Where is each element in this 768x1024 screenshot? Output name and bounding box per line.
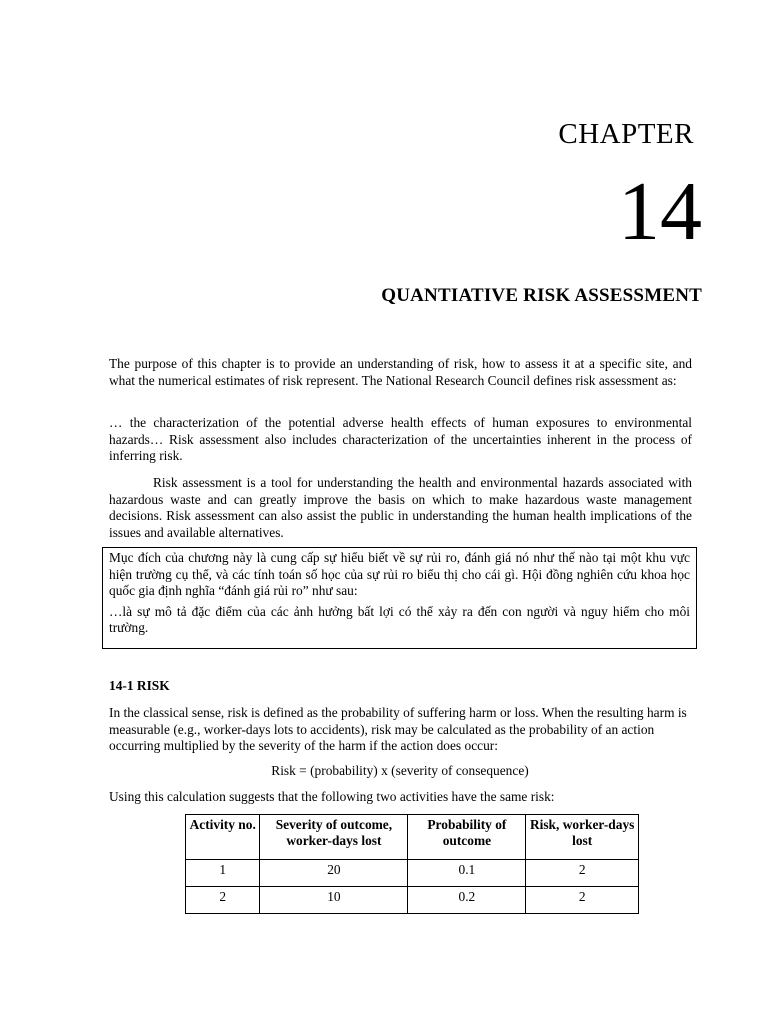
cell-activity-no: 1 xyxy=(186,860,260,887)
cell-severity: 10 xyxy=(260,887,408,914)
table-intro-paragraph: Using this calculation suggests that the following two activities have the same risk: xyxy=(109,789,555,804)
translation-box xyxy=(102,547,697,649)
table-header-row xyxy=(186,815,639,860)
activity-risk-table xyxy=(185,814,639,914)
section-heading: 14-1 RISK xyxy=(109,678,170,693)
header-activity-no: Activity no. xyxy=(186,815,260,860)
cell-risk: 2 xyxy=(526,887,639,914)
risk-definition-paragraph: In the classical sense, risk is defined as the probability of suffering harm or loss. When the resulting harm is measurable (e.g., worker-days lots to accidents), risk may be calculated as the probability of an action occurring multiplied by the severity of the harm if the action does occur: xyxy=(109,705,687,753)
header-severity: Severity of outcome, worker-days lost xyxy=(260,815,408,860)
intro-paragraph: The purpose of this chapter is to provide an understanding of risk, how to assess it at a specific site, and what the numerical estimates of risk represent. The National Research Council defines risk assessment as: xyxy=(109,356,692,388)
header-probability: Probability of outcome xyxy=(408,815,526,860)
chapter-label: CHAPTER xyxy=(558,118,694,150)
cell-activity-no: 2 xyxy=(186,887,260,914)
chapter-number: 14 xyxy=(618,165,702,258)
cell-probability: 0.2 xyxy=(408,887,526,914)
chapter-title: QUANTIATIVE RISK ASSESSMENT xyxy=(381,285,702,306)
cell-risk: 2 xyxy=(526,860,639,887)
table-row xyxy=(186,860,639,887)
intro-paragraph-2: Risk assessment is a tool for understanding the health and environmental hazards associated with hazardous waste and can greatly improve the basis on which to make hazardous waste management decisions. Risk assessment can also assist the public in understanding the human health implications of the issues and available alternatives. xyxy=(109,475,692,540)
nrc-definition-quote: … the characterization of the potential adverse health effects of human exposures to environmental hazards… Risk assessment also includes characterization of the uncertainties inherent in the process of inferring risk. xyxy=(109,415,692,463)
cell-probability: 0.1 xyxy=(408,860,526,887)
risk-formula: Risk = (probability) x (severity of consequence) xyxy=(271,763,529,778)
table-row xyxy=(186,887,639,914)
header-risk: Risk, worker-days lost xyxy=(526,815,639,860)
translation-quote: …là sự mô tả đặc điểm của các ảnh hưởng bất lợi có thể xảy ra đến con người và nguy hiểm cho môi trường. xyxy=(109,603,690,635)
translation-paragraph: Mục đích của chương này là cung cấp sự hiểu biết về sự rủi ro, đánh giá nó như thế nào tại một khu vực hiện trường cụ thể, và các tính toán số học của sự rủi ro biểu thị cho cái gì. Hội đồng nghiên cứu khoa học quốc gia định nghĩa “đánh giá rủi ro” như sau: xyxy=(109,550,690,598)
cell-severity: 20 xyxy=(260,860,408,887)
